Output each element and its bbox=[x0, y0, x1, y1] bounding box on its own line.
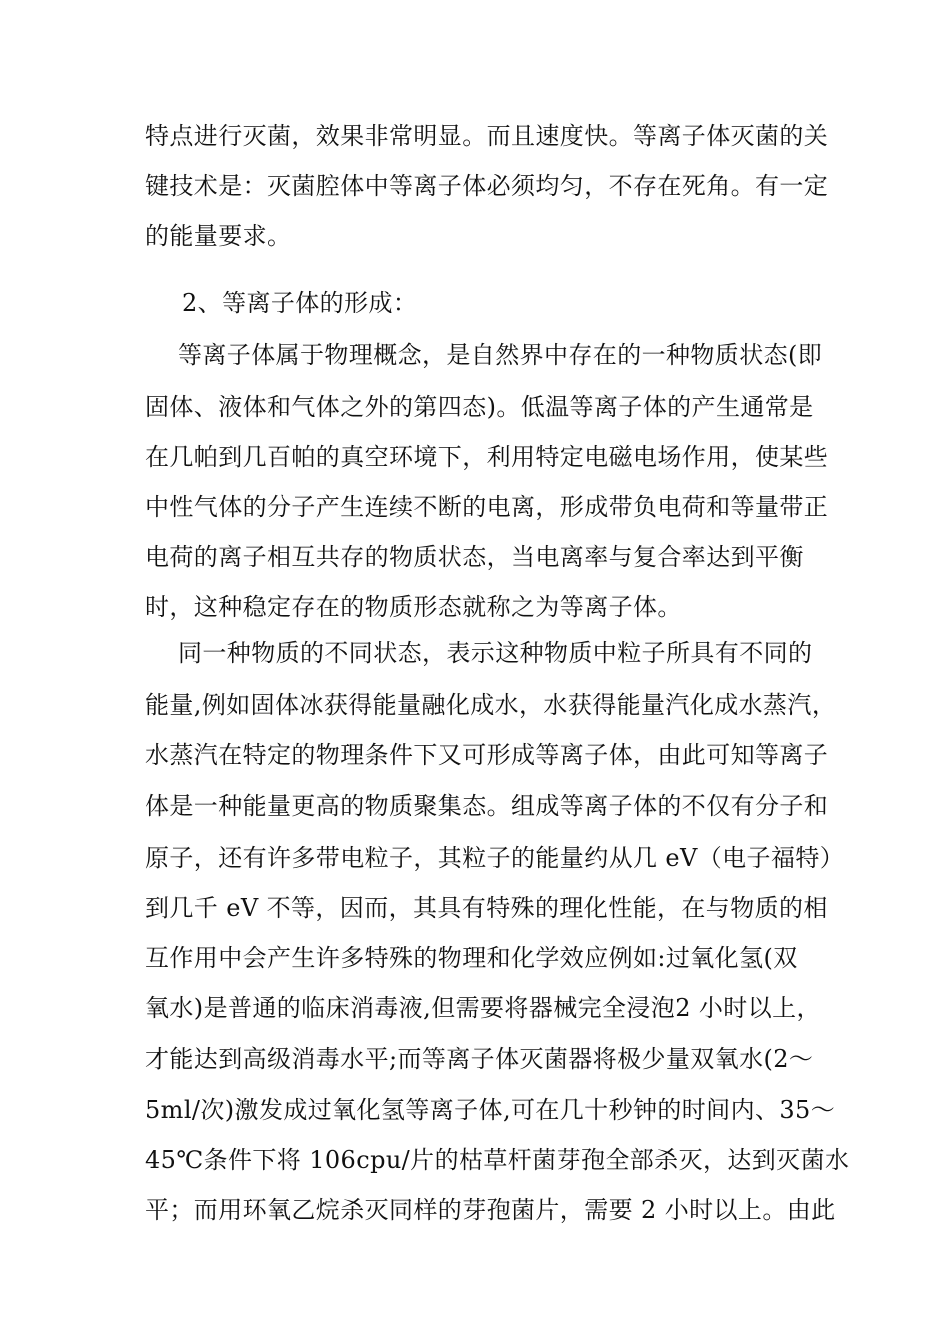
text-line: 原子，还有许多带电粒子，其粒子的能量约从几 eV（电子福特） bbox=[145, 844, 845, 872]
section-heading: 2、等离子体的形成： bbox=[182, 289, 418, 317]
text-line: 氧水)是普通的临床消毒液,但需要将器械完全浸泡2 小时以上， bbox=[145, 994, 821, 1022]
text-line: 体是一种能量更高的物质聚集态。组成等离子体的不仅有分子和 bbox=[145, 792, 829, 820]
text-line: 才能达到高级消毒水平;而等离子体灭菌器将极少量双氧水(2～ bbox=[145, 1045, 814, 1073]
text-line: 电荷的离子相互共存的物质状态，当电离率与复合率达到平衡 bbox=[145, 543, 804, 571]
text-line: 能量,例如固体冰获得能量融化成水，水获得能量汽化成水蒸汽， bbox=[145, 691, 837, 719]
text-line: 中性气体的分子产生连续不断的电离，形成带负电荷和等量带正 bbox=[145, 493, 829, 521]
text-line: 特点进行灭菌，效果非常明显。而且速度快。等离子体灭菌的关 bbox=[145, 122, 829, 150]
text-line: 等离子体属于物理概念，是自然界中存在的一种物质状态(即 bbox=[178, 341, 823, 369]
text-line: 时，这种稳定存在的物质形态就称之为等离子体。 bbox=[145, 593, 682, 621]
text-line: 水蒸汽在特定的物理条件下又可形成等离子体，由此可知等离子 bbox=[145, 741, 829, 769]
text-line: 键技术是：灭菌腔体中等离子体必须均匀，不存在死角。有一定 bbox=[145, 172, 829, 200]
text-line: 平；而用环氧乙烷杀灭同样的芽孢菌片，需要 2 小时以上。由此 bbox=[145, 1196, 836, 1224]
text-line: 在几帕到几百帕的真空环境下，利用特定电磁电场作用，使某些 bbox=[145, 443, 829, 471]
text-line: 到几千 eV 不等，因而，其具有特殊的理化性能，在与物质的相 bbox=[145, 894, 828, 922]
text-line: 45℃条件下将 106cpu/片的枯草杆菌芽孢全部杀灭，达到灭菌水 bbox=[145, 1146, 850, 1174]
text-line: 固体、液体和气体之外的第四态)。低温等离子体的产生通常是 bbox=[145, 393, 814, 421]
text-line: 5ml/次)激发成过氧化氢等离子体,可在几十秒钟的时间内、35～ bbox=[145, 1096, 836, 1124]
text-line: 同一种物质的不同状态，表示这种物质中粒子所具有不同的 bbox=[178, 639, 813, 667]
text-line: 互作用中会产生许多特殊的物理和化学效应例如:过氧化氢(双 bbox=[145, 944, 798, 972]
text-line: 的能量要求。 bbox=[145, 222, 292, 250]
